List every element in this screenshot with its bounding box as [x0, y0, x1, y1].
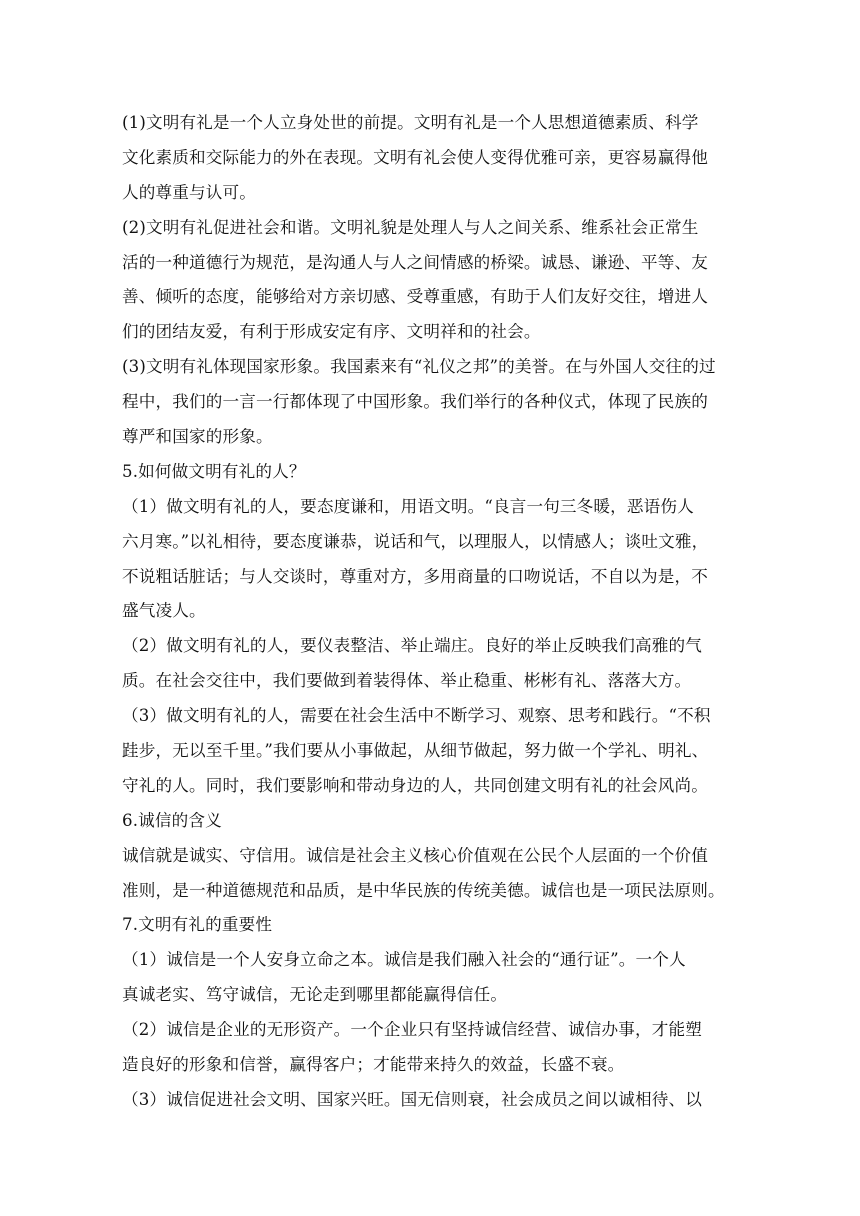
text-line: 文化素质和交际能力的外在表现。文明有礼会使人变得优雅可亲，更容易赢得他: [122, 147, 709, 167]
text-line: 守礼的人。同时，我们要影响和带动身边的人，共同创建文明有礼的社会风尚。: [122, 775, 709, 795]
text-line: (3)文明有礼体现国家形象。我国素来有“礼仪之邦”的美誉。在与外国人交往的过: [122, 357, 716, 377]
text-line: 盛气凌人。: [122, 601, 206, 621]
text-line: (2)文明有礼促进社会和谐。文明礼貌是处理人与人之间关系、维系社会正常生: [122, 217, 699, 237]
text-line: 真诚老实、笃守诚信，无论走到哪里都能赢得信任。: [122, 985, 508, 1005]
text-line: 六月寒。”以礼相待，要态度谦恭，说话和气，以理服人，以情感人；谈吐文雅，: [122, 531, 709, 551]
text-line: （1）诚信是一个人安身立命之本。诚信是我们融入社会的“通行证”。一个人: [122, 950, 686, 970]
text-line: （2）做文明有礼的人，要仪表整洁、举止端庄。良好的举止反映我们高雅的气: [122, 636, 702, 656]
text-line: 诚信就是诚实、守信用。诚信是社会主义核心价值观在公民个人层面的一个价值: [122, 845, 709, 865]
text-line: 人的尊重与认可。: [122, 182, 256, 202]
section-heading: 6.诚信的含义: [122, 810, 222, 830]
text-line: 们的团结友爱，有利于形成安定有序、文明祥和的社会。: [122, 322, 541, 342]
text-line: （1）做文明有礼的人，要态度谦和，用语文明。“良言一句三冬暖，恶语伤人: [122, 496, 694, 516]
text-line: （3）做文明有礼的人，需要在社会生活中不断学习、观察、思考和践行。“不积: [122, 706, 711, 726]
text-line: 尊严和国家的形象。: [122, 427, 273, 447]
text-line: 活的一种道德行为规范，是沟通人与人之间情感的桥梁。诚恳、谦逊、平等、友: [122, 252, 709, 272]
text-line: 善、倾听的态度，能够给对方亲切感、受尊重感，有助于人们友好交往，增进人: [122, 287, 709, 307]
text-line: 不说粗话脏话；与人交谈时，尊重对方，多用商量的口吻说话，不自以为是，不: [122, 566, 709, 586]
text-line: （2）诚信是企业的无形资产。一个企业只有坚持诚信经营、诚信办事，才能塑: [122, 1020, 702, 1040]
text-line: 跬步，无以至千里。”我们要从小事做起，从细节做起，努力做一个学礼、明礼、: [122, 741, 709, 761]
section-heading: 7.文明有礼的重要性: [122, 915, 273, 935]
document-body: [122, 106, 738, 1118]
text-line: (1)文明有礼是一个人立身处世的前提。文明有礼是一个人思想道德素质、科学: [122, 113, 699, 132]
text-line: （3）诚信促进社会文明、国家兴旺。国无信则衰，社会成员之间以诚相待、以: [122, 1089, 702, 1109]
text-line: 造良好的形象和信誉，赢得客户；才能带来持久的效益，长盛不衰。: [122, 1055, 625, 1075]
text-line: 程中，我们的一言一行都体现了中国形象。我们举行的各种仪式，体现了民族的: [122, 392, 709, 412]
section-heading: 5.如何做文明有礼的人？: [122, 461, 306, 481]
text-line: 质。在社会交往中，我们要做到着装得体、举止稳重、彬彬有礼、落落大方。: [122, 671, 692, 691]
text-line: 准则，是一种道德规范和品质，是中华民族的传统美德。诚信也是一项民法原则。: [122, 880, 725, 900]
